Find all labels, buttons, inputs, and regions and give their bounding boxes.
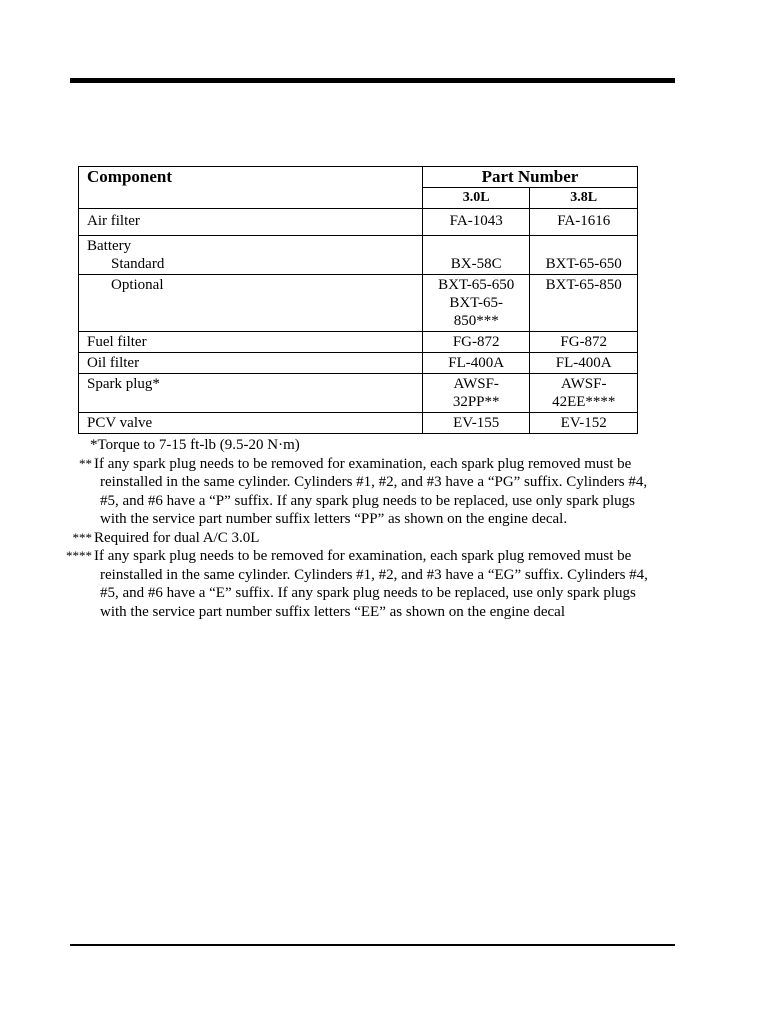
header-component: Component	[79, 167, 423, 209]
table-row	[79, 374, 638, 413]
part-number: EV-152	[560, 415, 607, 431]
row-part-3-8l	[530, 413, 638, 434]
footnote-text: If any spark plug needs to be removed for examination, each spark plug removed must be reinstalled in the same cylinder. Cylinders #1, #2, and #3 have a “PG” suffix. Cylinders #4, #5, and #6 have a “P” suffix. If any spark plug needs to be replaced, use only spark plugs with the service part number suffix letters “PP” as shown on the engine decal.	[94, 455, 648, 527]
row-part-3-8l	[530, 332, 638, 353]
row-component: Air filter	[79, 209, 423, 236]
parts-table	[78, 166, 638, 434]
part-number: EV-155	[453, 415, 500, 431]
table-row	[79, 332, 638, 353]
row-part-3-8l	[530, 209, 638, 236]
row-component-group	[79, 236, 423, 275]
row-component	[79, 275, 423, 332]
footnote-mark: *	[90, 437, 98, 453]
table-header-row	[79, 167, 638, 188]
row-part-3-8l	[530, 374, 638, 413]
part-number: FL-400A	[448, 355, 505, 371]
table-row	[79, 353, 638, 374]
footnote-text: Required for dual A/C 3.0L	[94, 529, 260, 546]
footnote	[78, 436, 648, 455]
footnote	[72, 529, 648, 548]
part-number: BXT-65-650	[545, 256, 622, 272]
row-component: Fuel filter	[79, 332, 423, 353]
part-number: FL-400A	[555, 355, 612, 371]
row-part-3-0l	[422, 332, 530, 353]
part-number: BX-58C	[450, 256, 502, 272]
table-row	[79, 413, 638, 434]
header-part-number: Part Number	[422, 167, 637, 188]
table-row	[79, 275, 638, 332]
table-row	[79, 236, 638, 275]
footnote	[66, 547, 648, 621]
row-part-3-8l	[530, 275, 638, 332]
part-number: FG-872	[560, 334, 608, 350]
header-engine-3-0l: 3.0L	[422, 188, 530, 209]
row-part-3-0l	[422, 209, 530, 236]
top-rule	[70, 78, 675, 83]
footnote-mark: ***	[72, 529, 92, 545]
footnote-text: If any spark plug needs to be removed for examination, each spark plug removed must be reinstalled in the same cylinder. Cylinders #1, #2, and #3 have a “EG” suffix. Cylinders #4, #5, and #6 have a “E” suffix. If any spark plug needs to be replaced, use only spark plugs with the service part number suffix letters “EE” as shown on the engine decal	[94, 548, 648, 620]
footnote-text: Torque to 7-15 ft-lb (9.5-20 N·m)	[97, 437, 300, 453]
header-engine-3-8l: 3.8L	[530, 188, 638, 209]
footnotes	[66, 436, 648, 621]
row-subcomponent: Standard	[111, 256, 165, 272]
row-part-3-0l	[422, 236, 530, 275]
row-part-3-8l	[530, 236, 638, 275]
row-part-3-8l	[530, 353, 638, 374]
footnote-mark: **	[79, 455, 92, 471]
row-part-3-0l	[422, 413, 530, 434]
row-component: Battery	[87, 238, 132, 254]
table-row	[79, 209, 638, 236]
row-part-3-0l	[422, 353, 530, 374]
part-number: FG-872	[452, 334, 500, 350]
footnote-mark: ****	[66, 548, 92, 563]
row-part-3-0l	[422, 275, 530, 332]
part-number: FA-1616	[557, 213, 611, 229]
part-number: FA-1043	[449, 213, 503, 229]
part-number: BXT-65-650	[438, 277, 515, 293]
part-number: BXT-65-850	[545, 277, 622, 293]
part-number: AWSF-42EE****	[552, 376, 616, 410]
footnote	[78, 455, 648, 529]
row-component: Spark plug*	[79, 374, 423, 413]
bottom-rule	[70, 944, 675, 946]
row-part-3-0l	[422, 374, 530, 413]
row-component: Oil filter	[79, 353, 423, 374]
row-subcomponent: Optional	[111, 277, 164, 293]
row-component: PCV valve	[79, 413, 423, 434]
part-number: BXT-65-850***	[449, 295, 503, 329]
part-number: AWSF-32PP**	[452, 376, 500, 410]
